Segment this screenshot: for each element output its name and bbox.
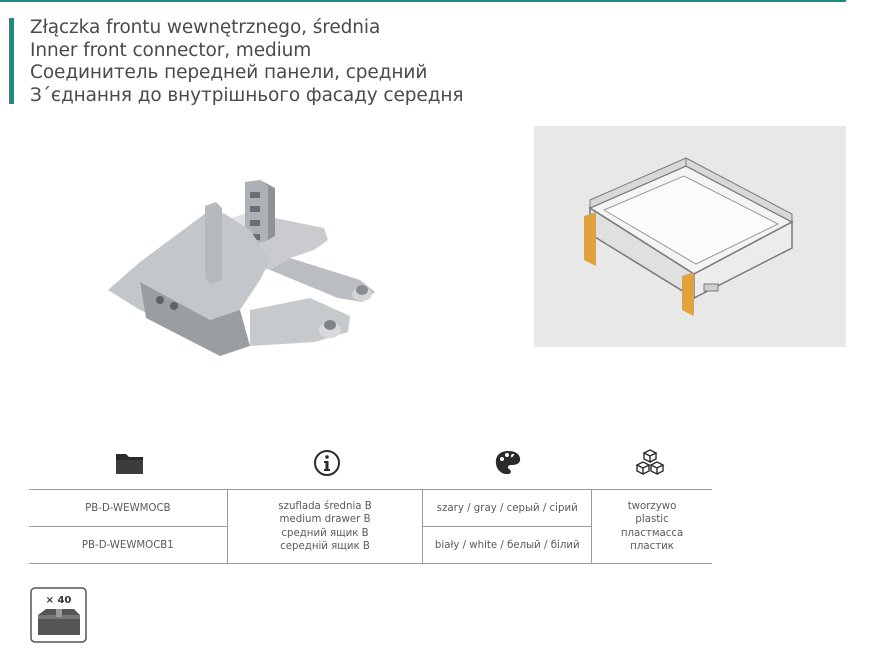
top-rule [0, 0, 846, 2]
title-en: Inner front connector, medium [30, 39, 312, 61]
package-quantity: × 40 [45, 595, 72, 606]
package-box-icon [30, 587, 87, 643]
color-value: szary / gray / серый / сірий [423, 490, 592, 527]
palette-icon [493, 446, 523, 480]
table-row [29, 490, 712, 527]
material-ru: пластмасса [620, 527, 684, 539]
application-ru: средний ящик B [281, 527, 369, 539]
info-icon [312, 446, 342, 480]
product-code: PB-D-WEWMOCB [29, 490, 227, 527]
title-accent-bar [9, 18, 14, 104]
drawer-photo [534, 126, 846, 347]
folder-icon [114, 446, 146, 480]
application-cell [227, 490, 423, 564]
application-pl: szuflada średnia B [278, 500, 372, 512]
material-cell [592, 490, 712, 564]
product-title [30, 17, 463, 107]
connector-photo [100, 170, 400, 370]
product-code: PB-D-WEWMOCB1 [29, 527, 227, 564]
application-en: medium drawer B [279, 514, 371, 525]
material-en: plastic [635, 514, 669, 525]
material-pl: tworzywo [627, 500, 677, 512]
title-ru: Соединитель передней панели, средний [30, 62, 428, 83]
cubes-icon [634, 446, 666, 480]
application-uk: середній ящик B [280, 541, 370, 552]
color-value: biały / white / белый / білий [423, 527, 592, 564]
material-uk: пластик [630, 541, 674, 552]
title-pl: Złączka frontu wewnętrznego, średnia [30, 17, 381, 38]
title-uk: З΄єднання до внутрішнього фасаду середня [30, 84, 464, 106]
spec-table [29, 489, 712, 564]
